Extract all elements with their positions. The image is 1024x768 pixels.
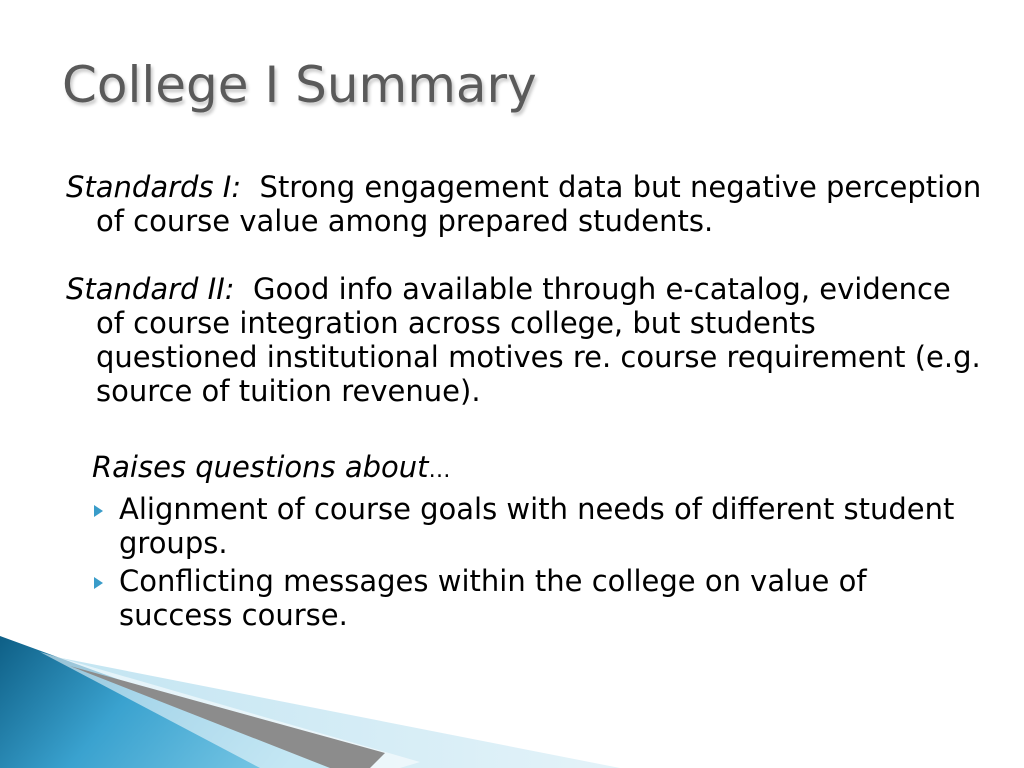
question-list [94, 492, 986, 632]
standard-1-label: Standards I: [66, 170, 242, 204]
triangle-right-icon [94, 577, 103, 589]
list-item-text: Alignment of course goals with needs of different student groups. [119, 492, 955, 560]
white-streak [40, 652, 420, 768]
corner-swoosh-decoration [0, 628, 1024, 768]
raises-questions-ellipsis: … [428, 458, 451, 483]
standard-1-text: Strong engagement data but negative perception of course value among prepared students. [96, 170, 982, 238]
standard-2-label: Standard II: [66, 272, 235, 306]
triangle-right-icon [94, 505, 103, 517]
raises-questions-heading [92, 450, 986, 488]
list-item [94, 564, 986, 632]
list-item-text: Conflicting messages within the college on value of success course. [119, 564, 867, 632]
pale-blue-swoosh [0, 646, 620, 768]
slide-title: College I Summary [62, 56, 537, 114]
slide-body [66, 170, 986, 636]
standard-1-paragraph [66, 170, 986, 238]
list-item [94, 492, 986, 560]
standard-2-paragraph [66, 272, 986, 408]
teal-swoosh [0, 636, 360, 768]
raises-questions-label: Raises questions about [92, 450, 429, 484]
black-swoosh [70, 666, 385, 768]
standard-2-text: Good info available through e-catalog, evidence of course integration across college, but students questioned institutional motives re. course requirement (e.g. source of tuition revenue). [96, 272, 981, 408]
